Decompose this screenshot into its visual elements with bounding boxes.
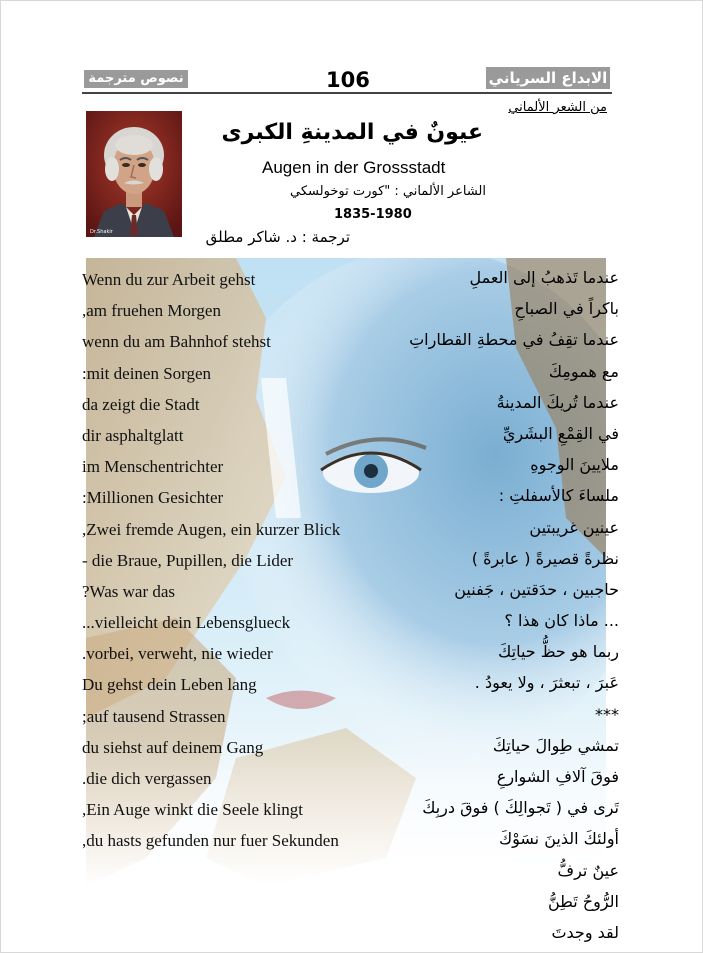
arabic-poem-line: الرُّوحُ تَطِنُّ [547,891,619,911]
arabic-poem-line: تمشي طِوالَ حياتِكَ [492,735,619,755]
german-poem-line: im Menschentrichter [82,457,224,477]
german-poem-line: :mit deinen Sorgen [82,363,212,383]
arabic-poem-line: ملايينَ الوجوهِ [530,455,619,475]
translator-line: ترجمة : د. شاكر مطلق [205,228,350,246]
poet-line: الشاعر الألماني : "كورت توخولسكي [290,184,486,199]
subheading: من الشعر الألماني [508,100,607,115]
german-poem-line: Wenn du zur Arbeit gehst [82,270,256,289]
page-number: 106 [326,68,370,92]
arabic-poem-line: أولئكَ الذينَ نسَوْكَ [498,829,619,849]
arabic-poem-line: نظرةً قصيرةً ( عابرةً ) [471,548,619,568]
arabic-poem-line: مع همومِكَ [548,361,619,381]
arabic-poem-line: ربما هو حظُّ حياتِكَ [498,642,619,662]
poet-years: 1835-1980 [334,207,412,222]
german-poem-line: ...vielleicht dein Lebensglueck [82,613,291,633]
german-poem-line: :Millionen Gesichter [82,488,224,508]
poem-title-arabic: عيونٌ في المدينةِ الكبرى [221,120,483,145]
section-label: نصوص مترجمة [84,70,188,88]
arabic-poem-line: عندما تُريكَ المدينةُ [496,392,619,412]
poem-title-german: Augen in der Grossstadt [262,158,446,177]
arabic-poem-line: عندما تقِفُ في محطةِ القطاراتِ [409,330,619,350]
german-poem-line: dir asphaltglatt [82,425,184,445]
german-poem-line: .die dich vergassen [82,769,212,788]
arabic-poem-line: لقد وجدتَ [551,922,619,942]
arabic-poem-line: فوقَ آلافِ الشوارعِ [496,767,619,786]
arabic-poem-line: في القِمْعِ البشَريِّ [502,423,619,443]
arabic-poem-line: عَبرَ ، تبعثرَ ، ولا يعودُ . [474,673,619,693]
journal-name: الابداع السرياني [486,67,610,89]
arabic-poem-line: ... ماذا كان هذا ؟ [504,611,619,631]
arabic-poem-line: عينين غريبتين [529,517,619,537]
arabic-poem-line: حاجبين ، حدَقتين ، جَفنين [454,579,619,599]
poet-portrait [86,111,182,237]
german-poem-line: ,du hasts gefunden nur fuer Sekunden [82,831,339,851]
german-poem-line: Du gehst dein Leben lang [82,675,257,695]
german-poem-line: wenn du am Bahnhof stehst [82,332,271,352]
portrait-caption: Dr.Shakir [90,229,113,235]
german-poem-line: ,Ein Auge winkt die Seele klingt [82,800,303,820]
german-poem-line: ,Zwei fremde Augen, ein kurzer Blick [82,519,341,539]
german-poem-line: - die Braue, Pupillen, die Lider [82,550,294,570]
arabic-poem-line: عينٌ ترفُّ [557,860,619,880]
arabic-poem-line: ملساءَ كالأسفلتِ : [498,486,619,506]
arabic-poem-line: باكراً في الصباحِ [514,299,619,319]
german-poem-line: ;auf tausend Strassen [82,706,226,726]
german-poem-line: .vorbei, verweht, nie wieder [82,644,273,664]
german-poem-line: ?Was war das [82,581,176,601]
arabic-poem-line: *** [595,704,619,724]
arabic-poem-line: تَرى في ( تَجوالِكَ ) فوقَ دربِكَ [422,798,619,818]
german-poem-line: ,am fruehen Morgen [82,301,221,321]
arabic-poem-column [319,262,619,948]
german-poem-line: du siehst auf deinem Gang [82,737,264,757]
german-poem-line: da zeigt die Stadt [82,394,200,414]
arabic-poem-line: عندما تَذهبُ إلى العملِ [469,268,619,287]
header-rule [82,92,612,94]
